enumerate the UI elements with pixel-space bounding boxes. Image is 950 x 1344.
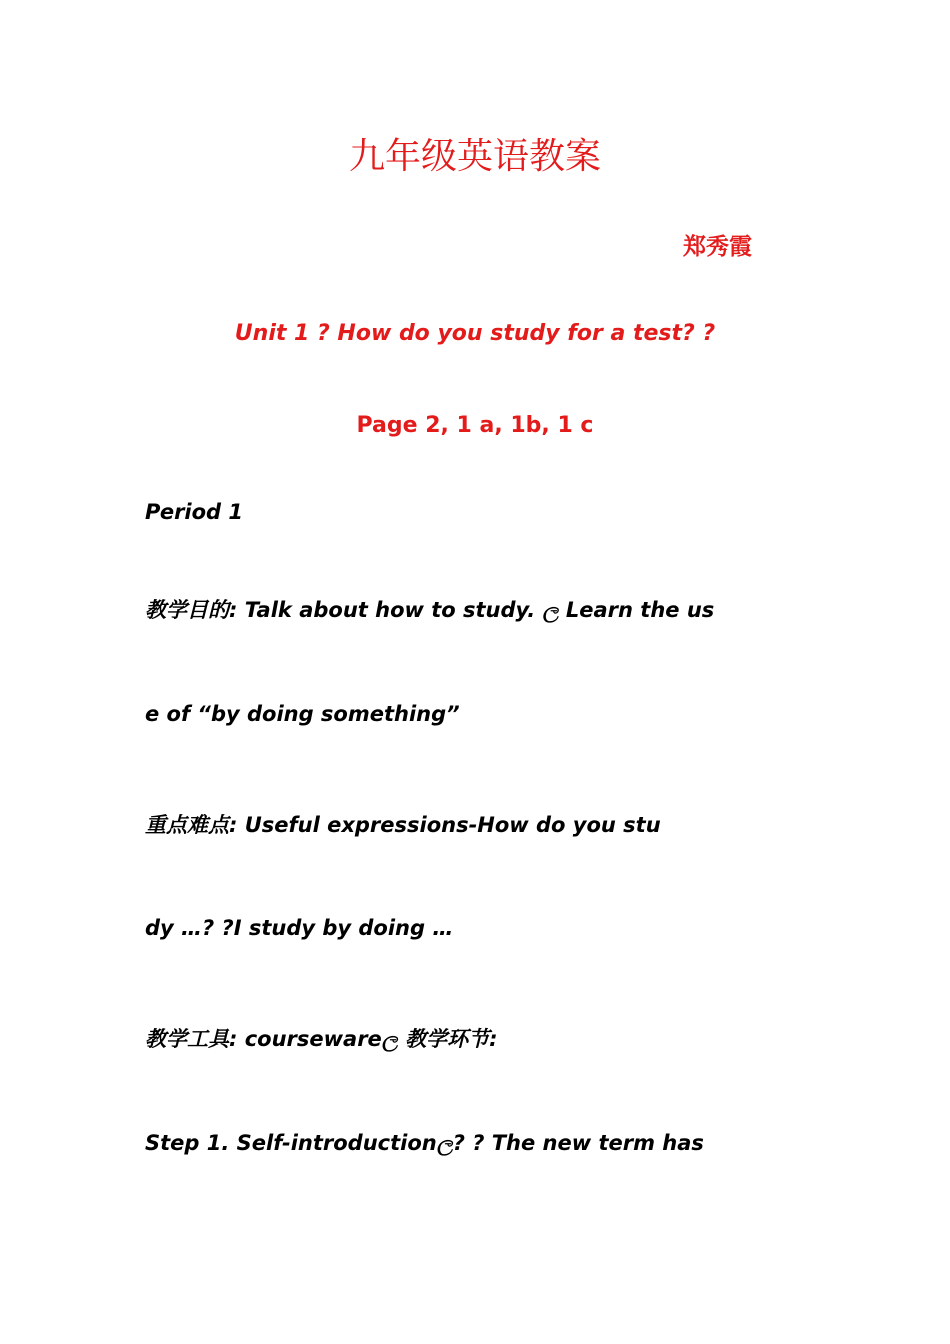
teaching-tools-line: 教学工具: coursewareල 教学环节:	[145, 1027, 498, 1051]
unit-heading: Unit 1 ? How do you study for a test? ?	[234, 321, 716, 346]
step-one-line: Step 1. Self-introductionල? ? The new term has	[145, 1131, 704, 1155]
author-name: 郑秀霞	[683, 234, 752, 260]
teaching-aims-line: 教学目的: Talk about how to study. ල Learn the us	[145, 598, 715, 622]
document-title: 九年级英语教案	[348, 136, 601, 177]
key-points-continuation: dy …? ?I study by doing …	[145, 916, 454, 940]
period-label: Period 1	[145, 500, 244, 524]
pages-heading: Page 2, 1 a, 1b, 1 c	[356, 413, 594, 438]
key-points-line: 重点难点: Useful expressions-How do you stu	[145, 813, 661, 837]
teaching-aims-continuation: e of “by doing something”	[145, 702, 460, 726]
